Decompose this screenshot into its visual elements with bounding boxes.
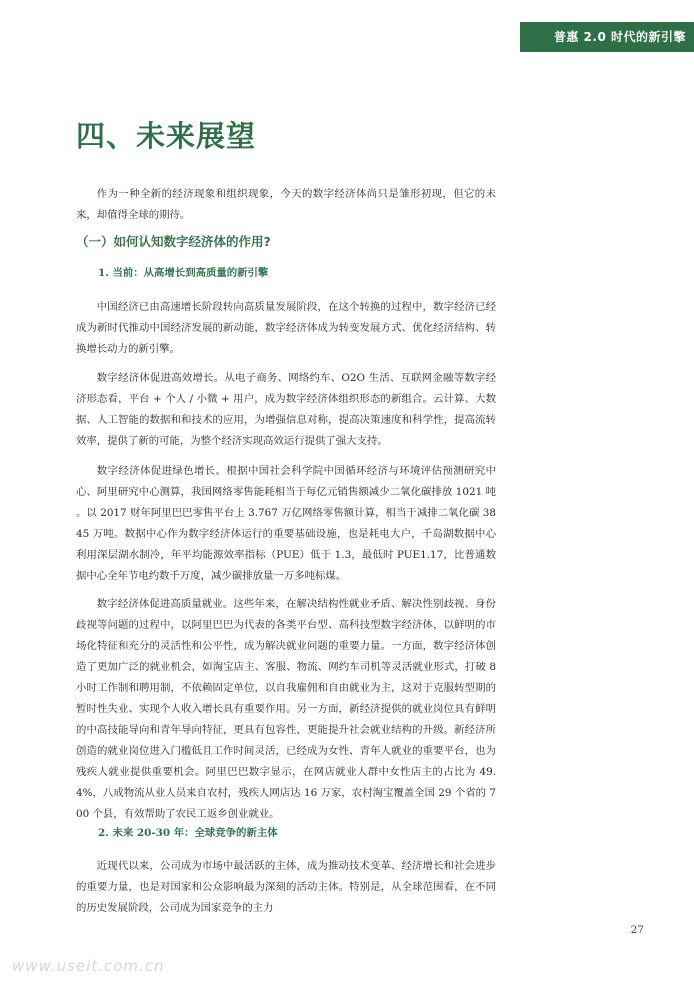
paragraph-global-competition: 近现代以来，公司成为市场中最活跃的主体，成为推动技术变革、经济增长和社会进步的重要力量，也是对国家和公众影响最为深刻的活动主体。特别是，从全球范围看，在不同的历史发展阶段，公司成为国家竞争的主力 — [76, 860, 496, 914]
paragraph-green-growth: 数字经济体促进绿色增长。根据中国社会科学院中国循环经济与环境评估预测研究中心、阿里研究中心测算，我国网络零售能耗相当于每亿元销售额减少二氧化碳排放 1021 吨 。以 2017 财年阿里巴巴零售平台上 3.767 万亿网络零售额计算，相当于减排二氧化碳 3845 万吨。数据中心作为数字经济体运行的重要基础设施，也是耗电大户，千岛湖数据中心利用深层湖水制冷，年平均能源效率指标（PUE）低于 1.3，最低时 PUE1.17，比普通数据中心全年节电约数千万度，减少碳排放量一万多吨标煤。 — [76, 465, 496, 582]
running-header-title: 普惠 2.0 时代的新引擎 — [553, 30, 686, 44]
sub-heading-current: 1. 当前：从高增长到高质量的新引擎 — [98, 267, 269, 279]
section-heading: （一）如何认知数字经济体的作用? — [76, 234, 271, 249]
paragraph-efficient-growth: 数字经济体促进高效增长。从电子商务、网络约车、O2O 生活、互联网金融等数字经济形态看，平台 + 个人 / 小微 + 用户，成为数字经济体组织形态的新组合。云计算、大数据、人工智能的数据和和技术的应用，为增强信息对称，提高决策速度和科学性，提高流转效率，提供了新的可能，为整个经济实现高效运行提供了强大支持。 — [76, 372, 496, 447]
paragraph-quality-employment: 数字经济体促进高质量就业。这些年来，在解决结构性就业矛盾、解决性别歧视、身份歧视等问题的过程中，以阿里巴巴为代表的各类平台型、高科技型数字经济体，以鲜明的市场化特征和充分的灵活性和公平性，成为解决就业问题的重要力量。一方面，数字经济体创造了更加广泛的就业机会，如淘宝店主、客服、物流、网约车司机等灵活就业形式，打破 8 小时工作制和聘用制，不依赖固定单位，以自我雇佣和自由就业为主，这对于克服转型期的暂时性失业、实现个人收入增长具有重要作用。另一方面，新经济提供的就业岗位具有鲜明的中高技能导向和青年导向特征，更具有包容性，更能提升社会就业结构的升级。新经济所创造的就业岗位进入门槛低且工作时间灵活，已经成为女性、青年人就业的重要平台，也为残疾人就业提供重要机会。阿里巴巴数字显示，在网店就业人群中女性店主的占比为 49.4%，八成物流从业人员来自农村，残疾人网店达 16 万家，农村淘宝覆盖全国 29 个省的 700 个县，有效帮助了农民工返乡创业就业。 — [76, 598, 496, 820]
intro-paragraph: 作为一种全新的经济现象和组织现象，今天的数字经济体尚只是雏形初现，但它的未来，却值得全球的期待。 — [76, 188, 496, 221]
page-number: 27 — [630, 924, 644, 936]
watermark: www.useit.com.cn — [12, 957, 165, 975]
sub-heading-future: 2. 未来 20-30 年：全球竞争的新主体 — [98, 827, 278, 839]
chapter-title: 四、未来展望 — [76, 119, 257, 153]
paragraph-high-quality-engine: 中国经济已由高速增长阶段转向高质量发展阶段，在这个转换的过程中，数字经济已经成为新时代推动中国经济发展的新动能，数字经济体成为转变发展方式、优化经济结构、转换增长动力的新引擎。 — [76, 301, 496, 355]
